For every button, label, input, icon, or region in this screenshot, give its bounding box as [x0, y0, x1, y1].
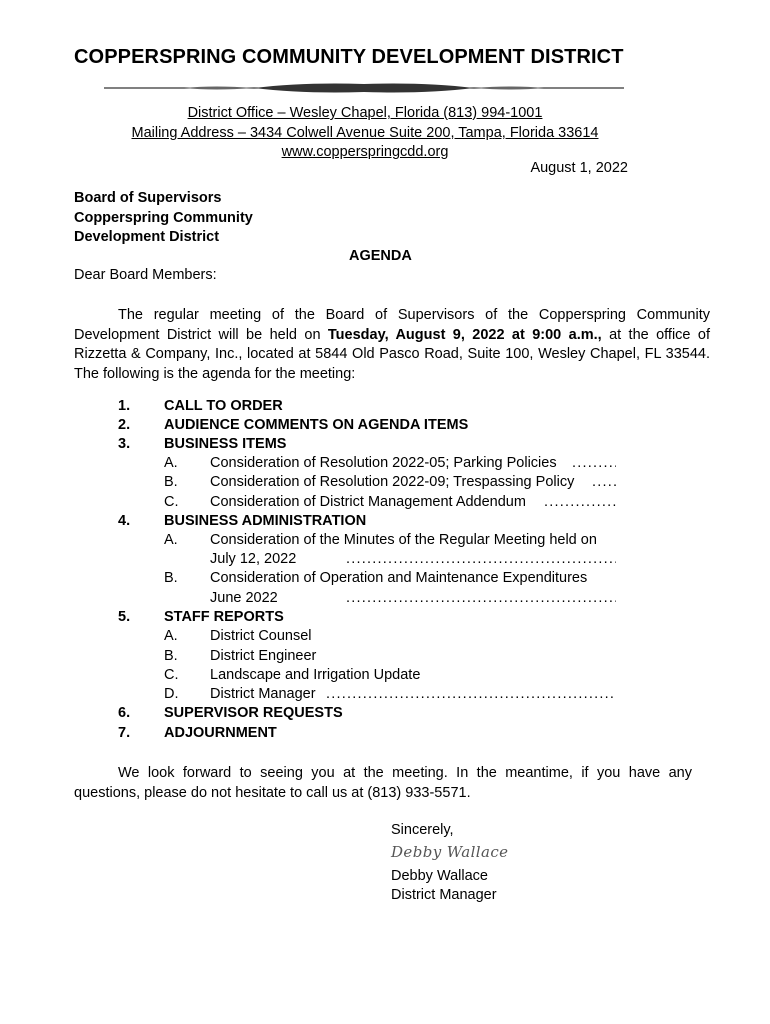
item-letter: B.	[164, 570, 178, 586]
section-number: 6.	[118, 705, 131, 721]
section-title: BUSINESS ITEMS	[164, 436, 287, 452]
website-link[interactable]: www.copperspringcdd.org	[281, 144, 449, 160]
section-number: 7.	[118, 725, 131, 741]
signer-role: District Manager	[391, 887, 497, 903]
dot-leader	[572, 455, 616, 471]
addressee-line: Development District	[74, 229, 220, 245]
item-text: District Manager	[210, 686, 316, 702]
section-number: 4.	[118, 513, 131, 529]
signer-name: Debby Wallace	[391, 868, 488, 884]
mailing-address-line: Mailing Address – 3434 Colwell Avenue Suite 200, Tampa, Florida 33614	[131, 125, 599, 141]
section-title: BUSINESS ADMINISTRATION	[164, 513, 367, 529]
closing-paragraph	[74, 764, 692, 803]
item-letter: C.	[164, 494, 179, 510]
item-date: June 2022	[210, 590, 278, 606]
item-text: Consideration of Resolution 2022-09; Trespassing Policy	[210, 474, 575, 490]
addressee-line: Copperspring Community	[74, 209, 253, 226]
intro-text: The regular meeting of the Board of Supervisors of the Copperspring Community Development District will be held on	[74, 307, 710, 343]
item-text: Consideration of Operation and Maintenance Expenditures	[210, 570, 588, 586]
item-letter: B.	[164, 648, 178, 664]
dot-leader	[326, 686, 616, 702]
item-letter: D.	[164, 686, 179, 702]
section-number: 5.	[118, 609, 131, 625]
item-text: Consideration of the Minutes of the Regular Meeting held on	[210, 532, 597, 548]
letter-date: August 1, 2022	[530, 160, 628, 176]
dot-leader	[346, 551, 616, 567]
item-date: July 12, 2022	[210, 551, 297, 567]
dot-leader	[346, 590, 616, 606]
intro-paragraph	[74, 306, 710, 384]
section-title: STAFF REPORTS	[164, 609, 284, 625]
section-title: CALL TO ORDER	[164, 398, 283, 414]
item-letter: A.	[164, 532, 178, 548]
item-letter: B.	[164, 474, 178, 490]
dot-leader	[592, 474, 616, 490]
item-letter: A.	[164, 628, 178, 644]
item-text: District Engineer	[210, 648, 317, 664]
dot-leader	[544, 494, 616, 510]
section-number: 3.	[118, 436, 131, 452]
agenda-heading: AGENDA	[349, 248, 412, 264]
item-letter: A.	[164, 455, 178, 471]
district-title: COPPERSPRING COMMUNITY DEVELOPMENT DISTRICT	[74, 46, 624, 68]
item-text: Landscape and Irrigation Update	[210, 667, 421, 683]
addressee-line: Board of Supervisors	[74, 190, 222, 206]
section-number: 1.	[118, 398, 131, 414]
decorative-divider	[104, 81, 624, 95]
meeting-datetime: Tuesday, August 9, 2022 at 9:00 a.m.,	[327, 326, 602, 343]
handwritten-signature: Debby Wallace	[391, 843, 509, 861]
section-number: 2.	[118, 417, 131, 433]
sincerely: Sincerely,	[391, 822, 454, 838]
addressee-block	[74, 189, 253, 248]
intro-text-end: at the office of Rizzetta & Company, Inc., located at 5844 Old Pasco Road, Suite 100, Wesley Chapel, FL 33544. The following is the agenda for the meeting:	[74, 326, 710, 382]
section-title: ADJOURNMENT	[164, 725, 277, 741]
item-letter: C.	[164, 667, 179, 683]
item-text: Consideration of Resolution 2022-05; Parking Policies	[210, 455, 557, 471]
closing-text: We look forward to seeing you at the meeting. In the meantime, if you have any questions, please do not hesitate to call us at (813) 933-5571.	[74, 765, 692, 801]
district-office-line: District Office – Wesley Chapel, Florida (813) 994-1001	[187, 105, 543, 121]
item-text: Consideration of District Management Addendum	[210, 494, 526, 510]
salutation: Dear Board Members:	[74, 267, 217, 283]
item-text: District Counsel	[210, 628, 312, 644]
section-title: SUPERVISOR REQUESTS	[164, 705, 343, 721]
section-title: AUDIENCE COMMENTS ON AGENDA ITEMS	[164, 417, 469, 433]
